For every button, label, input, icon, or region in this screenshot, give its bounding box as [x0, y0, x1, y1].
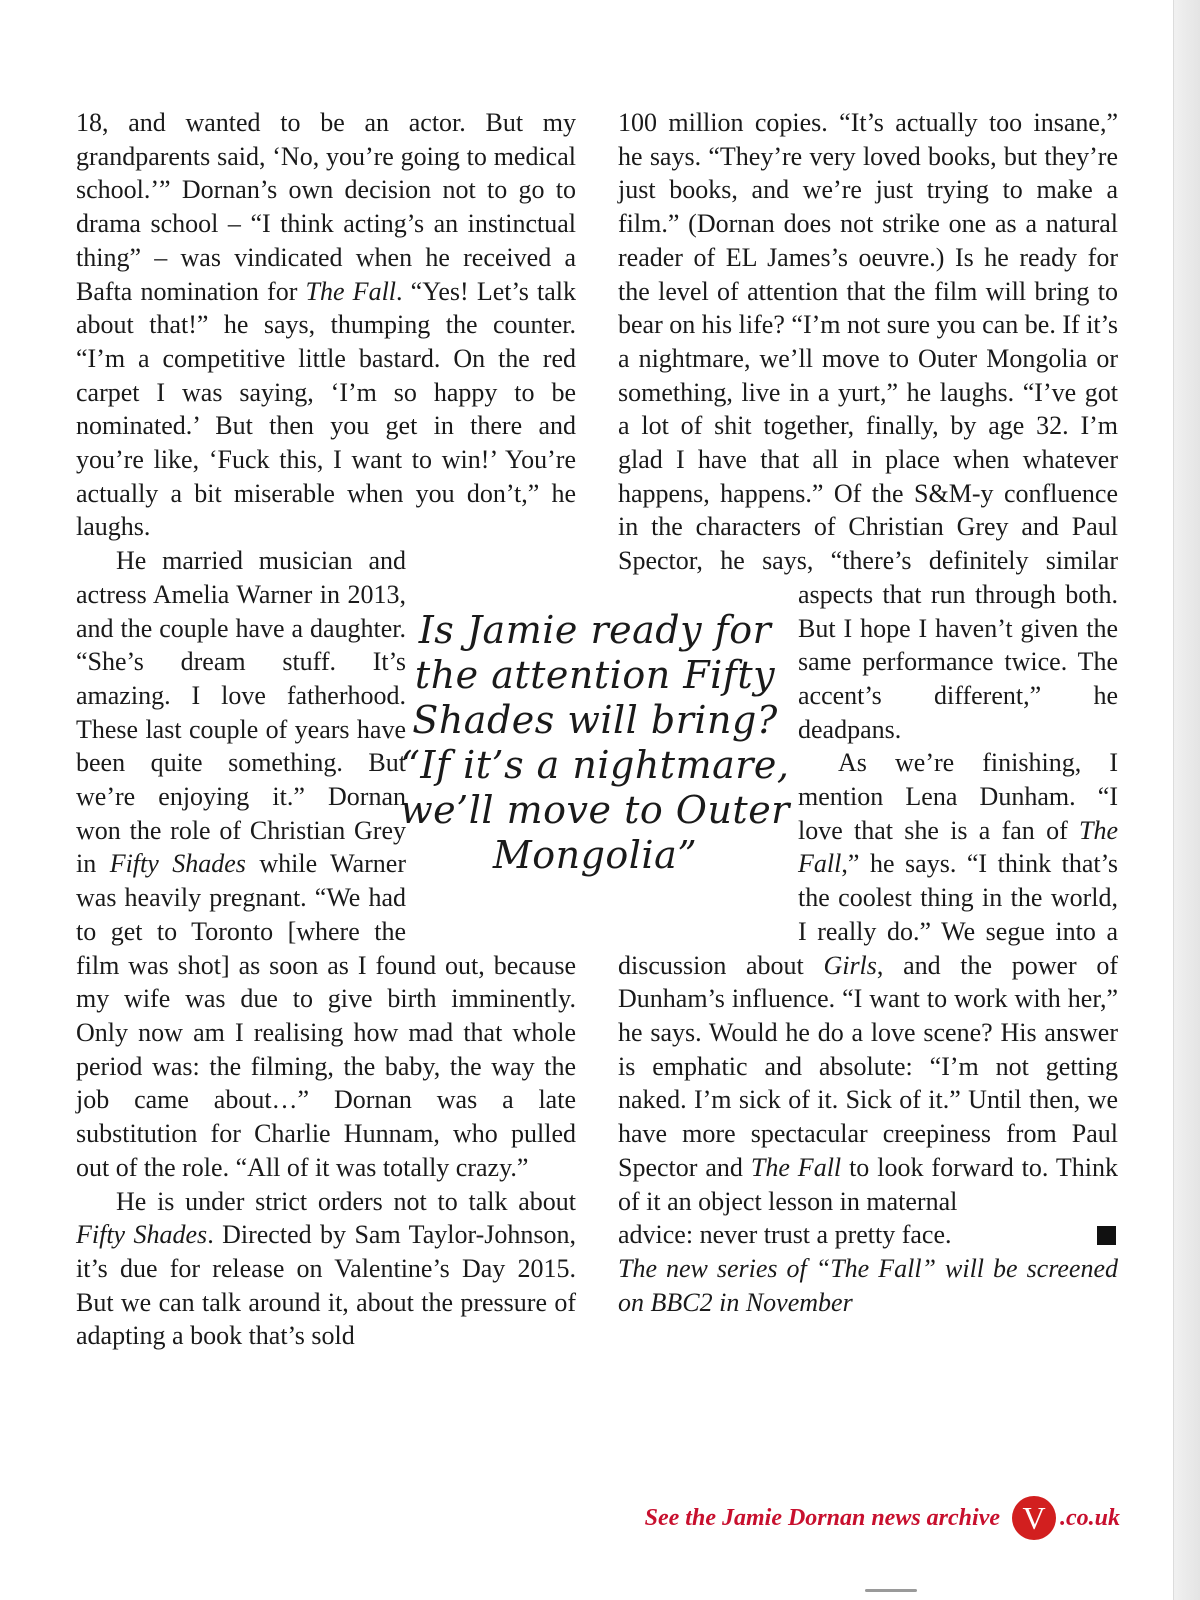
paragraph: He married musician and actress Amelia Warner in 2013, and the couple have a daughter. “She’s dream stuff. It’s amazing. I love fatherhood. These last couple of years have been quite something. But we’re enjoying it.” Dornan won the role of Christian Grey in Fifty Shades while Warner was heavily pregnant. “We had to get to Toronto [where the film was shot] as soon as I found out, because my wife was due to give birth imminently. Only now am I realising how mad that whole period was: the filming, the baby, the way the job came about…” Dornan was a late substitution for Charlie Hunnam, who pulled out of the role. “All of it was totally crazy.” [76, 546, 576, 1182]
archive-domain: .co.uk [1060, 1504, 1120, 1531]
archive-link-text[interactable]: See the Jamie Dornan news archive [644, 1504, 1000, 1531]
archive-link[interactable] [500, 1488, 1120, 1548]
paragraph: 100 million copies. “It’s actually too insane,” he says. “They’re very loved books, but they’re just books, and we’re just trying to make a film.” (Dornan does not strike one as a natural reader of EL James’s oeuvre.) Is he ready for the level of attention that the film will bring to bear on his life? “I’m not sure you can be. If it’s a nightmare, we’ll move to Outer Mongolia or something, live in a yurt,” he laughs. “I’ve got a lot of shit together, finally, by age 32. I’m glad I have that all in place when whatever happens, happens.” Of the S&M-y confluence in the characters of Christian Grey and Paul Spector, he says, “there’s definitely similar aspects that run through both. But I hope I haven’t given the same performance twice. The accent’s different,” he deadpans. [618, 106, 1118, 746]
paragraph: As we’re finishing, I mention Lena Dunham. “I love that she is a fan of The Fall,” he says. “I think that’s the coolest thing in the world, I really do.” We segue into a discussion about Girls, and the power of Dunham’s influence. “I want to work with her,” he says. Would he do a love scene? His answer is emphatic and absolute: “I’m not getting naked. I’m sick of it. Sick of it.” Until then, we have more spectacular creepiness from Paul Spector and The Fall to look forward to. Think of it an object lesson in maternal [618, 748, 1118, 1216]
page-edge [1173, 0, 1200, 1600]
paragraph: 18, and wanted to be an actor. But my grandparents said, ‘No, you’re going to medical school.’” Dornan’s own decision not to go to drama school – “I think acting’s an instinctual thing” – was vindicated when he received a Bafta nomination for The Fall. “Yes! Let’s talk about that!” he says, thumping the counter. “I’m a competitive little bastard. On the red carpet I was saying, ‘I’m so happy to be nominated.’ But then you get in there and you’re like, ‘Fuck this, I want to win!’ You’re actually a bit miserable when you don’t,” he laughs. [76, 108, 576, 542]
v-logo-icon: V [1012, 1496, 1056, 1540]
pull-quote: Is Jamie ready for the attention Fifty Shades will bring? “If it’s a nightmare, we’ll move to Outer Mongolia” [400, 608, 790, 877]
closing-text: advice: never trust a pretty face. [618, 1220, 952, 1250]
closing-line [618, 1218, 1118, 1252]
article-caption: The new series of “The Fall” will be screened on BBC2 in November [618, 1253, 1118, 1317]
end-mark-icon [1097, 1226, 1116, 1245]
paragraph: He is under strict orders not to talk about Fifty Shades. Directed by Sam Taylor-Johnson, it’s due for release on Valentine’s Day 2015. But we can talk around it, about the pressure of adapting a book that’s sold [76, 1186, 576, 1351]
scroll-indicator [865, 1589, 917, 1592]
